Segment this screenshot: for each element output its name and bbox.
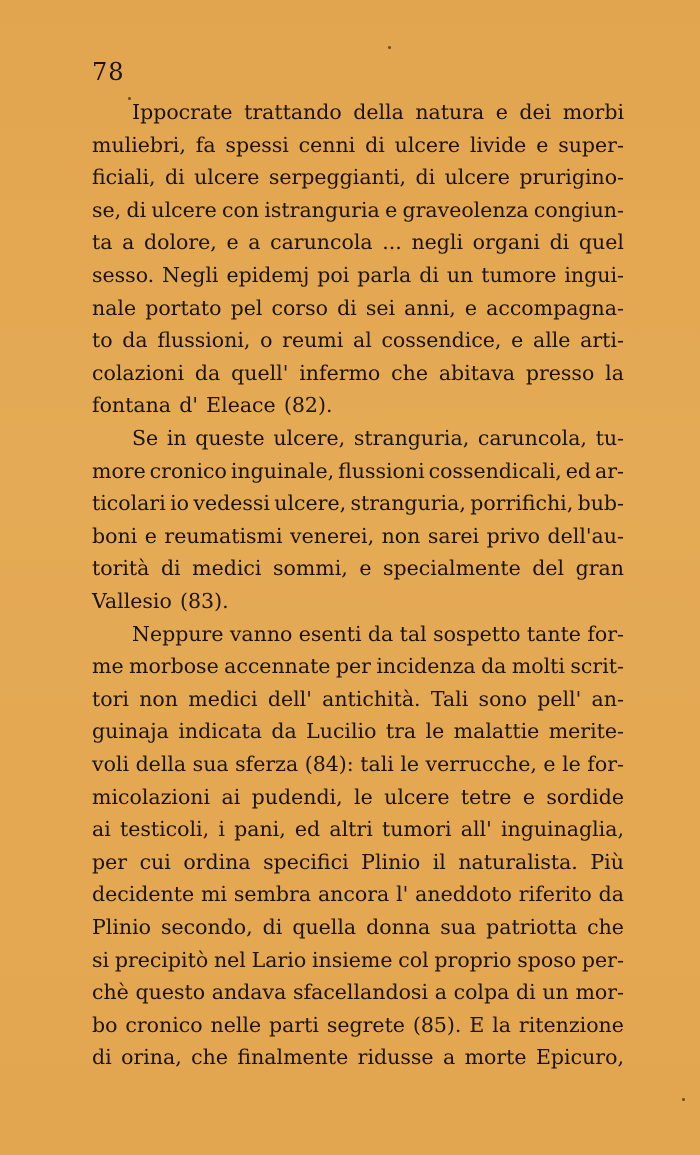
text-line: muliebri, fa spessi cenni di ulcere livide e super-: [92, 132, 624, 157]
text-line: voli della sua sferza (84): tali le verrucche, e le for-: [92, 752, 624, 776]
text-line: fontana d' Eleace (82).: [92, 393, 333, 418]
text-line: bo cronico nelle parti segrete (85). E la ritenzione: [92, 1012, 624, 1037]
text-line: me morbose accennate per incidenza da molti scrit-: [92, 654, 624, 679]
page-number: 78: [92, 58, 125, 86]
text-line: ficiali, di ulcere serpeggianti, di ulcere prurigino-: [92, 165, 624, 190]
text-line: Vallesio (83).: [92, 589, 229, 613]
text-line: ticolari io vedessi ulcere, stranguria, porrifichi, bub-: [92, 491, 624, 516]
print-speck: [128, 97, 131, 100]
text-line: si precipitò nel Lario insieme col proprio sposo per-: [92, 947, 624, 972]
text-line: colazioni da quell' infermo che abitava presso la: [92, 360, 624, 385]
text-line: nale portato pel corso di sei anni, e accompagna-: [92, 295, 624, 320]
text-line: di orina, che finalmente ridusse a morte Epicuro,: [92, 1045, 624, 1070]
text-line: sesso. Negli epidemj poi parla di un tumore ingui-: [92, 263, 624, 287]
text-line: Neppure vanno esenti da tal sospetto tante for-: [132, 621, 624, 646]
text-line: more cronico inguinale, flussioni cossendicali, ed ar-: [92, 458, 624, 483]
text-line: to da flussioni, o reumi al cossendice, e alle arti-: [92, 328, 624, 353]
text-line: torità di medici sommi, e specialmente del gran: [92, 556, 624, 581]
print-speck: [388, 46, 391, 49]
text-line: guinaja indicata da Lucilio tra le malattie merite-: [92, 719, 624, 744]
text-line: per cui ordina specifici Plinio il naturalista. Più: [92, 849, 624, 874]
text-line: decidente mi sembra ancora l' aneddoto riferito da: [92, 882, 624, 907]
text-line: Se in queste ulcere, stranguria, caruncola, tu-: [132, 426, 624, 450]
print-speck: [682, 1098, 685, 1101]
text-line: ta a dolore, e a caruncola ... negli organi di quel: [92, 230, 624, 255]
text-line: ai testicoli, i pani, ed altri tumori all' inguinaglia,: [92, 817, 624, 842]
text-line: Plinio secondo, di quella donna sua patriotta che: [92, 915, 624, 939]
text-line: chè questo andava sfacellandosi a colpa di un mor-: [92, 980, 624, 1005]
text-line: Ippocrate trattando della natura e dei morbi: [132, 100, 624, 124]
text-line: tori non medici dell' antichità. Tali sono pell' an-: [92, 686, 624, 711]
text-line: se, di ulcere con istranguria e graveolenza congiun-: [92, 197, 624, 222]
text-line: micolazioni ai pudendi, le ulcere tetre e sordide: [92, 784, 624, 809]
text-line: boni e reumatismi venerei, non sarei privo dell'au-: [92, 523, 624, 548]
